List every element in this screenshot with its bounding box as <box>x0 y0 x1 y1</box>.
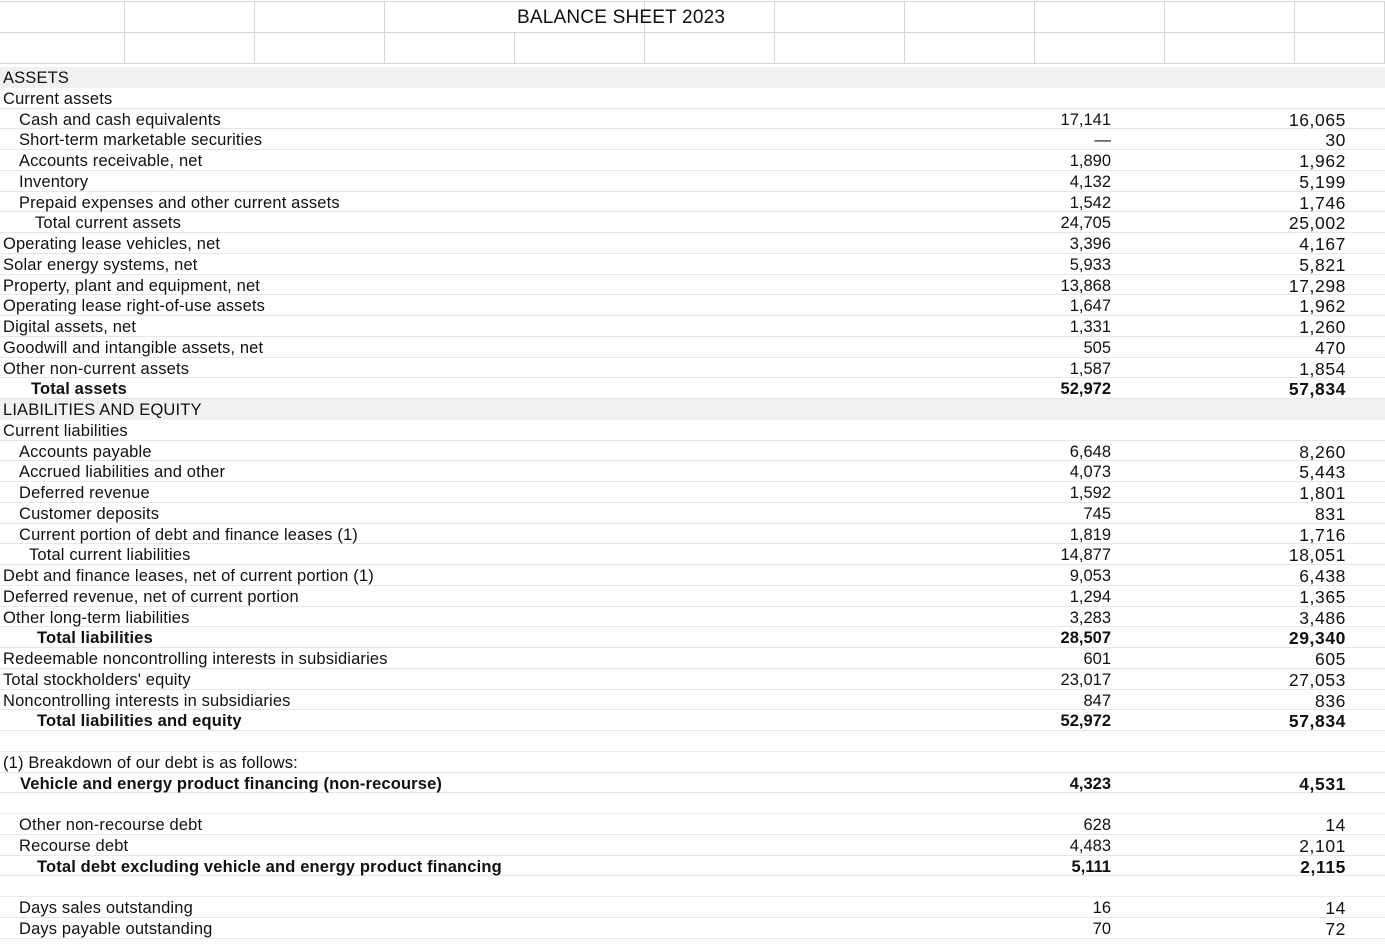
row-label: Total debt excluding vehicle and energy product financing <box>37 857 502 876</box>
value-2023: 3,283 <box>1069 608 1111 627</box>
blank-row[interactable] <box>0 876 1385 897</box>
value-2023: 4,132 <box>1069 172 1111 191</box>
header-cell[interactable] <box>775 2 905 33</box>
row-label: Current assets <box>3 89 113 108</box>
table-row[interactable] <box>0 129 1385 150</box>
value-2023 <box>991 793 1111 813</box>
value-2023: 1,294 <box>1069 587 1111 606</box>
table-row[interactable] <box>0 648 1385 669</box>
row-label: Customer deposits <box>19 504 160 523</box>
table-row[interactable] <box>0 586 1385 607</box>
value-2023: 5,933 <box>1069 255 1111 274</box>
value-prior: 1,746 <box>1299 192 1346 213</box>
value-prior: 16,065 <box>1288 109 1346 130</box>
value-prior: 1,854 <box>1299 358 1346 379</box>
row-label: Total current liabilities <box>29 546 191 565</box>
value-2023: 1,819 <box>1069 525 1111 544</box>
value-prior: 4,167 <box>1299 234 1346 254</box>
header-cell[interactable] <box>1295 2 1385 33</box>
value-2023: 3,396 <box>1069 235 1111 253</box>
blank-row[interactable] <box>0 731 1385 752</box>
sheet-title: BALANCE SHEET 2023 <box>517 7 726 28</box>
value-prior: 17,298 <box>1288 275 1346 296</box>
value-2023: 1,542 <box>1069 193 1111 212</box>
value-2023 <box>991 88 1111 108</box>
value-prior: 1,260 <box>1299 317 1346 337</box>
row-label: Property, plant and equipment, net <box>3 276 261 295</box>
table-row[interactable] <box>0 565 1385 586</box>
table-row[interactable] <box>0 254 1385 275</box>
header-cell[interactable] <box>1165 33 1295 64</box>
table-row[interactable] <box>0 524 1385 545</box>
value-2023: 52,972 <box>1060 712 1111 731</box>
value-2023: — <box>1094 131 1111 150</box>
row-label: Digital assets, net <box>3 318 137 336</box>
value-2023: 6,648 <box>1069 442 1111 461</box>
row-label: Accounts receivable, net <box>19 152 203 170</box>
value-2023: 628 <box>1083 816 1111 834</box>
row-label: Other non-recourse debt <box>19 816 203 834</box>
value-prior: 2,115 <box>1300 856 1346 877</box>
value-2023: 601 <box>1083 650 1111 668</box>
table-row[interactable] <box>0 150 1385 171</box>
header-cell[interactable] <box>255 2 385 33</box>
table-row[interactable] <box>0 814 1385 835</box>
value-prior: 29,340 <box>1288 628 1346 649</box>
row-label: Days sales outstanding <box>19 899 193 917</box>
value-2023: 1,647 <box>1069 297 1111 316</box>
value-prior: 57,834 <box>1288 379 1346 400</box>
value-prior <box>1226 399 1346 419</box>
value-prior <box>1226 876 1346 896</box>
value-prior: 470 <box>1315 337 1346 358</box>
row-label: Solar energy systems, net <box>3 255 198 274</box>
table-row[interactable] <box>0 690 1385 711</box>
header-cell[interactable] <box>255 33 385 64</box>
header-cell[interactable] <box>385 33 515 64</box>
table-row[interactable] <box>0 378 1385 399</box>
value-2023: 4,483 <box>1069 836 1111 855</box>
table-row[interactable] <box>0 835 1385 856</box>
value-prior: 14 <box>1325 898 1346 918</box>
value-prior: 72 <box>1325 918 1346 939</box>
row-label: Total assets <box>31 380 127 399</box>
value-2023: 70 <box>1092 919 1111 938</box>
table-row[interactable] <box>0 420 1385 441</box>
table-row[interactable] <box>0 295 1385 316</box>
value-prior: 605 <box>1315 649 1346 669</box>
value-2023: 13,868 <box>1060 276 1111 295</box>
value-2023: 14,877 <box>1060 546 1111 565</box>
value-prior: 27,053 <box>1288 669 1346 690</box>
row-label: (1) Breakdown of our debt is as follows: <box>3 753 298 772</box>
header-cell[interactable] <box>775 33 905 64</box>
value-prior <box>1226 420 1346 440</box>
value-2023: 28,507 <box>1060 629 1111 648</box>
value-prior: 1,962 <box>1299 296 1346 317</box>
row-label: Other long-term liabilities <box>3 608 190 627</box>
row-label: Other non-current assets <box>3 359 190 378</box>
value-2023 <box>991 876 1111 896</box>
table-row[interactable] <box>0 275 1385 296</box>
value-2023 <box>991 399 1111 419</box>
value-prior: 831 <box>1315 503 1346 524</box>
header-cell[interactable] <box>515 33 645 64</box>
row-label: Inventory <box>19 172 89 191</box>
value-prior <box>1226 793 1346 813</box>
value-2023: 24,705 <box>1060 214 1111 233</box>
header-cell[interactable] <box>905 2 1035 33</box>
value-prior <box>1226 67 1346 87</box>
value-2023: 52,972 <box>1060 380 1111 399</box>
row-label: Deferred revenue <box>19 484 150 502</box>
table-row[interactable] <box>0 918 1385 939</box>
value-2023: 847 <box>1083 691 1111 710</box>
row-label: Operating lease vehicles, net <box>3 235 221 253</box>
header-cell[interactable] <box>645 33 775 64</box>
header-cell[interactable] <box>0 2 125 33</box>
value-2023: 4,073 <box>1069 463 1111 482</box>
value-prior: 5,443 <box>1299 462 1346 483</box>
row-label: Total liabilities and equity <box>37 712 242 731</box>
row-label: Operating lease right-of-use assets <box>3 297 266 316</box>
section-header-row[interactable] <box>0 399 1385 420</box>
row-label: Redeemable noncontrolling interests in subsidiaries <box>3 650 388 668</box>
table-row[interactable] <box>0 233 1385 254</box>
value-prior: 57,834 <box>1288 711 1346 732</box>
table-row[interactable] <box>0 544 1385 565</box>
row-label: Prepaid expenses and other current assets <box>19 193 340 212</box>
value-2023: 23,017 <box>1060 670 1111 689</box>
table-row[interactable] <box>0 358 1385 379</box>
row-label: Total stockholders' equity <box>3 670 191 689</box>
value-prior: 1,716 <box>1299 524 1346 545</box>
value-2023 <box>991 420 1111 440</box>
value-2023: 1,592 <box>1069 484 1111 502</box>
table-row[interactable] <box>0 212 1385 233</box>
row-label: Noncontrolling interests in subsidiaries <box>3 691 291 710</box>
table-row[interactable] <box>0 171 1385 192</box>
table-row[interactable] <box>0 710 1385 731</box>
table-row[interactable] <box>0 897 1385 918</box>
value-2023: 9,053 <box>1069 567 1111 585</box>
value-2023: 745 <box>1083 504 1111 523</box>
table-row[interactable] <box>0 337 1385 358</box>
value-prior: 8,260 <box>1299 441 1346 462</box>
value-2023: 16 <box>1092 899 1111 917</box>
header-cell[interactable] <box>1165 2 1295 33</box>
value-prior <box>1226 88 1346 108</box>
table-row[interactable] <box>0 109 1385 130</box>
table-row[interactable] <box>0 88 1385 109</box>
row-label: Debt and finance leases, net of current portion (1) <box>3 567 374 585</box>
blank-row[interactable] <box>0 793 1385 814</box>
row-label: Recourse debt <box>19 836 129 855</box>
value-prior <box>1226 731 1346 751</box>
row-label: Accounts payable <box>19 442 152 461</box>
row-label: Current portion of debt and finance leases (1) <box>19 525 358 544</box>
value-prior: 836 <box>1315 690 1346 711</box>
row-label: Total liabilities <box>37 629 153 648</box>
value-prior: 6,438 <box>1299 566 1346 586</box>
value-2023: 4,323 <box>1069 774 1111 793</box>
header-cell[interactable] <box>0 33 125 64</box>
value-2023 <box>991 67 1111 87</box>
table-row[interactable] <box>0 773 1385 794</box>
value-prior: 25,002 <box>1288 213 1346 234</box>
value-prior: 4,531 <box>1299 773 1346 794</box>
value-2023: 505 <box>1083 338 1111 357</box>
row-label: LIABILITIES AND EQUITY <box>3 401 202 419</box>
value-prior: 2,101 <box>1299 835 1346 856</box>
value-2023: 1,890 <box>1069 152 1111 170</box>
value-prior: 3,486 <box>1299 607 1346 628</box>
value-prior: 30 <box>1325 130 1346 151</box>
value-prior <box>1226 752 1346 772</box>
value-2023: 17,141 <box>1060 110 1111 129</box>
header-cell[interactable] <box>125 2 255 33</box>
table-row[interactable] <box>0 316 1385 337</box>
row-label: Accrued liabilities and other <box>19 463 226 482</box>
header-cell[interactable] <box>905 33 1035 64</box>
row-label: Cash and cash equivalents <box>19 110 221 129</box>
table-row[interactable] <box>0 441 1385 462</box>
table-row[interactable] <box>0 856 1385 877</box>
row-label: Short-term marketable securities <box>19 131 263 150</box>
row-label: Vehicle and energy product financing (non-recourse) <box>20 774 443 793</box>
header-cell[interactable] <box>1035 2 1165 33</box>
value-prior: 18,051 <box>1288 545 1346 566</box>
header-cell[interactable] <box>1295 33 1385 64</box>
header-cell[interactable] <box>1035 33 1165 64</box>
value-prior: 1,365 <box>1299 586 1346 607</box>
table-row[interactable] <box>0 669 1385 690</box>
value-2023: 5,111 <box>1071 857 1111 876</box>
row-label: Days payable outstanding <box>19 919 213 938</box>
section-header-row[interactable] <box>0 67 1385 88</box>
row-label: Goodwill and intangible assets, net <box>3 338 264 357</box>
table-row[interactable] <box>0 192 1385 213</box>
value-2023: 1,587 <box>1069 359 1111 378</box>
row-label: ASSETS <box>3 69 70 87</box>
value-prior: 5,199 <box>1299 171 1346 192</box>
value-prior: 14 <box>1325 815 1346 835</box>
value-prior: 1,962 <box>1299 151 1346 171</box>
value-2023: 1,331 <box>1069 318 1111 336</box>
row-label: Deferred revenue, net of current portion <box>3 587 299 606</box>
table-row[interactable] <box>0 461 1385 482</box>
header-top-border <box>0 1 1385 2</box>
table-row[interactable] <box>0 752 1385 773</box>
table-row[interactable] <box>0 627 1385 648</box>
row-label: Current liabilities <box>3 421 128 440</box>
value-2023 <box>991 731 1111 751</box>
value-prior: 5,821 <box>1299 254 1346 275</box>
table-row[interactable] <box>0 482 1385 503</box>
header-cell[interactable] <box>125 33 255 64</box>
table-row[interactable] <box>0 607 1385 628</box>
row-label: Total current assets <box>35 214 182 233</box>
value-prior: 1,801 <box>1299 483 1346 503</box>
table-row[interactable] <box>0 503 1385 524</box>
value-2023 <box>991 752 1111 772</box>
